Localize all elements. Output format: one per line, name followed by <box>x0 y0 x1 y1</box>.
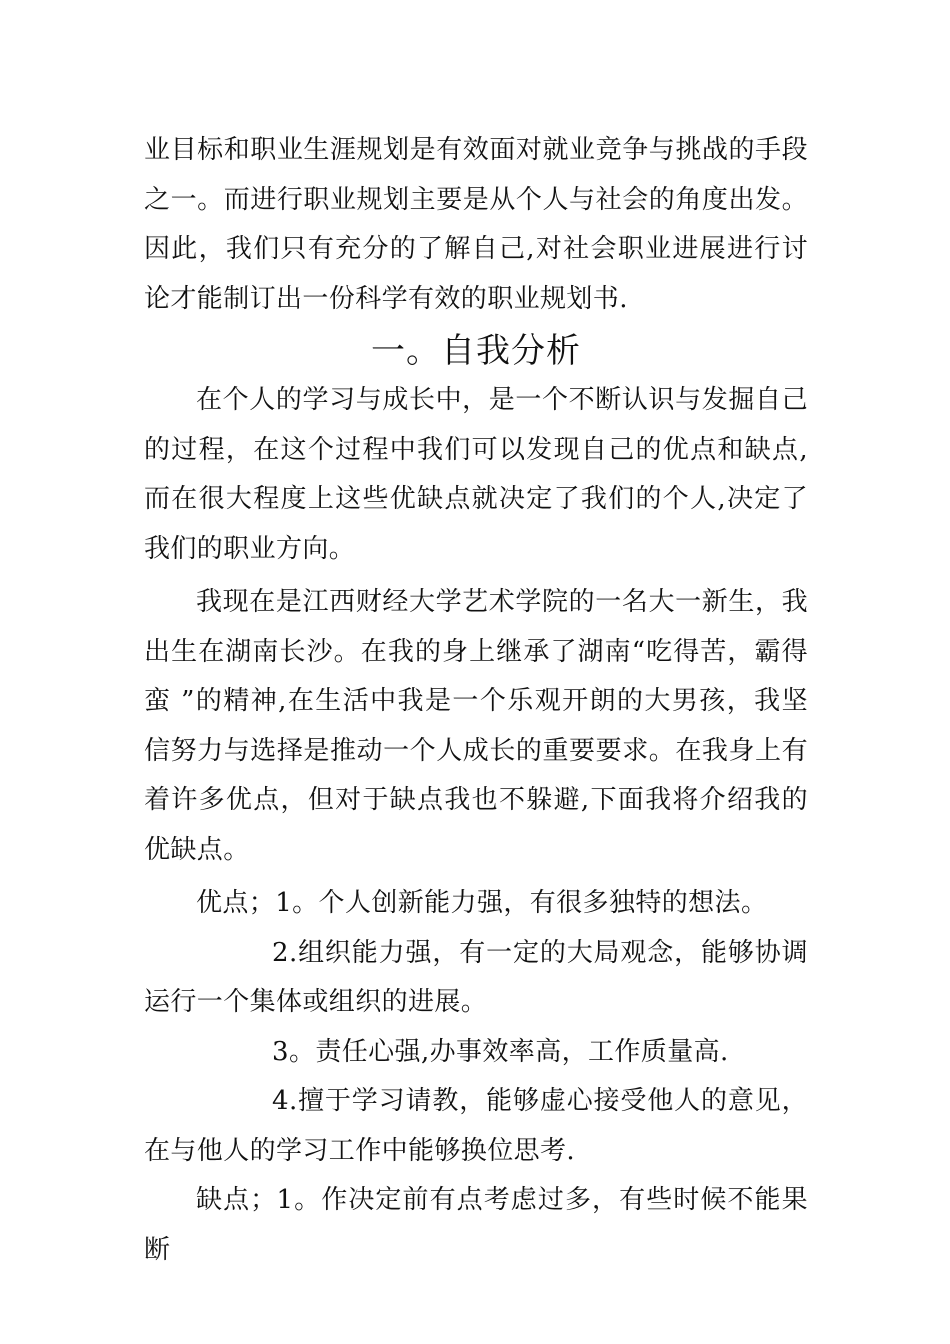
weaknesses-item-1: 缺点；1。作决定前有点考虑过多，有些时候不能果断 <box>144 1185 808 1265</box>
strengths-item-4: 4.擅于学习请教，能够虚心接受他人的意见，在与他人的学习工作中能够换位思考. <box>144 1086 808 1166</box>
self-introduction-paragraph: 我现在是江西财经大学艺术学院的一名大一新生，我出生在湖南长沙。在我的身上继承了湖南“吃得苦，霸得蛮 ”的精神,在生活中我是一个乐观开朗的大男孩，我坚信努力与选择是推动一个人成长的重要要求。在我身上有着许多优点，但对于缺点我也不躲避,下面我将介绍我的优缺点。 <box>144 587 808 865</box>
document-body <box>144 126 808 1275</box>
strengths-item-2: 2.组织能力强，有一定的大局观念，能够协调运行一个集体或组织的进展。 <box>144 937 808 1017</box>
section-heading: 一。自我分析 <box>371 331 581 371</box>
strengths-item-1: 优点；1。个人创新能力强，有很多独特的想法。 <box>196 888 768 918</box>
self-growth-paragraph: 在个人的学习与成长中，是一个不断认识与发掘自己的过程，在这个过程中我们可以发现自己的优点和缺点,而在很大程度上这些优缺点就决定了我们的个人,决定了我们的职业方向。 <box>144 385 808 564</box>
intro-paragraph: 业目标和职业生涯规划是有效面对就业竞争与挑战的手段之一。而进行职业规划主要是从个人与社会的角度出发。因此，我们只有充分的了解自己,对社会职业进展进行讨论才能制订出一份科学有效的职业规划书. <box>144 135 808 314</box>
strengths-item-3: 3。责任心强,办事效率高，工作质量高. <box>272 1036 729 1067</box>
